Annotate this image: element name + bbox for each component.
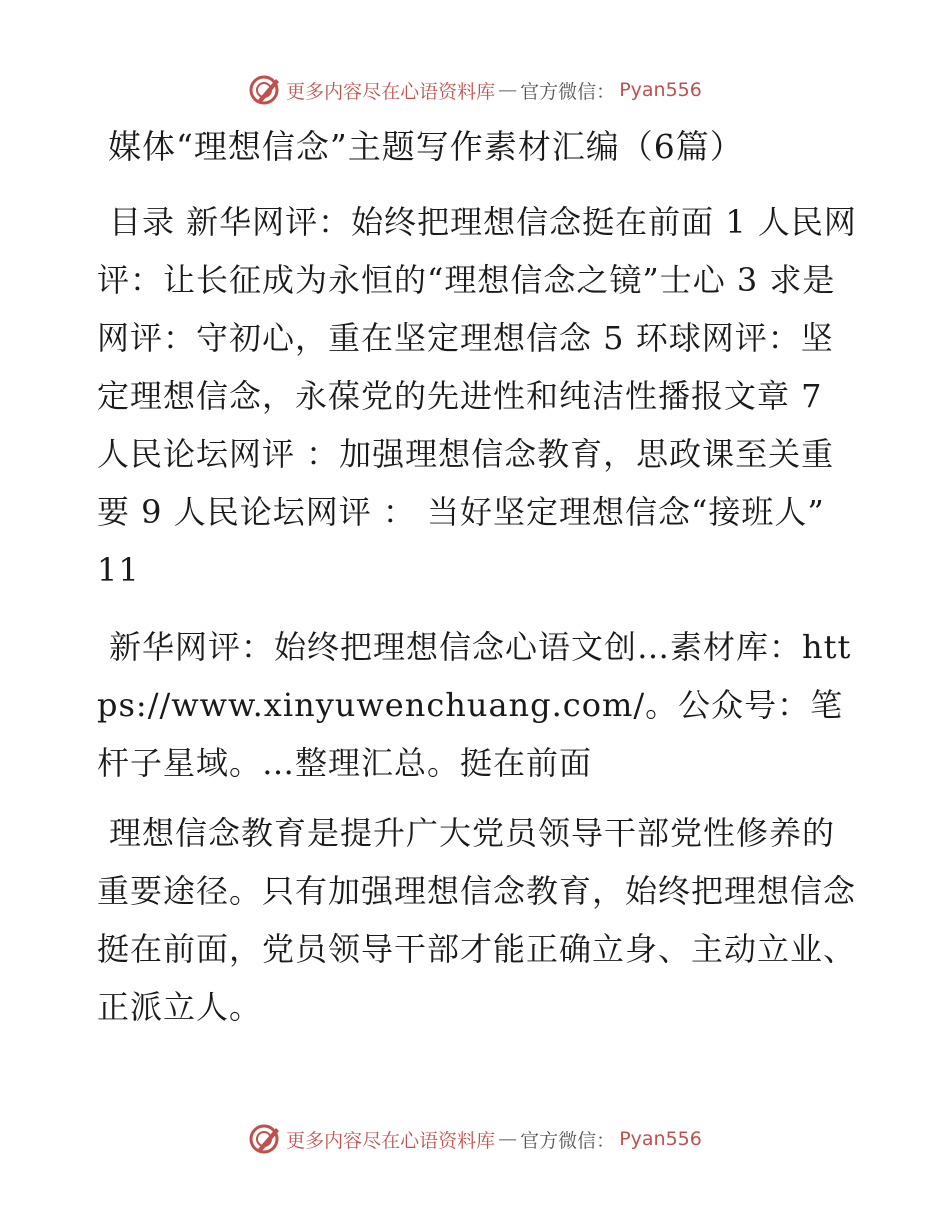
brand-logo-icon [248, 73, 282, 107]
banner-main-text: 更多内容尽在心语资料库 [286, 1129, 496, 1152]
banner-dash: — [498, 1128, 518, 1150]
header-banner [0, 70, 950, 110]
banner-wechat-id: Pyan556 [619, 79, 702, 101]
banner-main-text: 更多内容尽在心语资料库 [286, 80, 496, 103]
banner-dash: — [498, 79, 518, 101]
table-of-contents [97, 193, 857, 599]
toc-text: 目录 新华网评：始终把理想信念挺在前面 1 人民网评：让长征成为永恒的“理想信念之镜”士心 3 求是网评：守初心，重在坚定理想信念 5 环球网评：坚定理想信念，永葆党的先进性和纯洁性播报文章 7 人民论坛网评 ：加强理想信念教育，思政课至关重要 9 人民论坛网评 ： 当好坚定理想信念“接班人” 11 [97, 203, 857, 589]
body-paragraph [97, 804, 857, 1036]
footer-banner [0, 1119, 950, 1159]
brand-logo-icon [248, 1122, 282, 1156]
section-heading [97, 618, 857, 792]
banner-official-label: 官方微信： [520, 80, 616, 103]
banner-official-label: 官方微信： [520, 1129, 616, 1152]
body-paragraph-text: 理想信念教育是提升广大党员领导干部党性修养的重要途径。只有加强理想信念教育，始终把理想信念挺在前面，党员领导干部才能正确立身、主动立业、正派立人。 [97, 814, 857, 1026]
document-title: 媒体“理想信念”主题写作素材汇编（6篇） [108, 127, 744, 166]
banner-wechat-id: Pyan556 [619, 1128, 702, 1150]
section-heading-text: 新华网评：始终把理想信念心语文创…素材库：https://www.xinyuwenchuang.com/。公众号：笔杆子星域。…整理汇总。挺在前面 [97, 628, 852, 782]
